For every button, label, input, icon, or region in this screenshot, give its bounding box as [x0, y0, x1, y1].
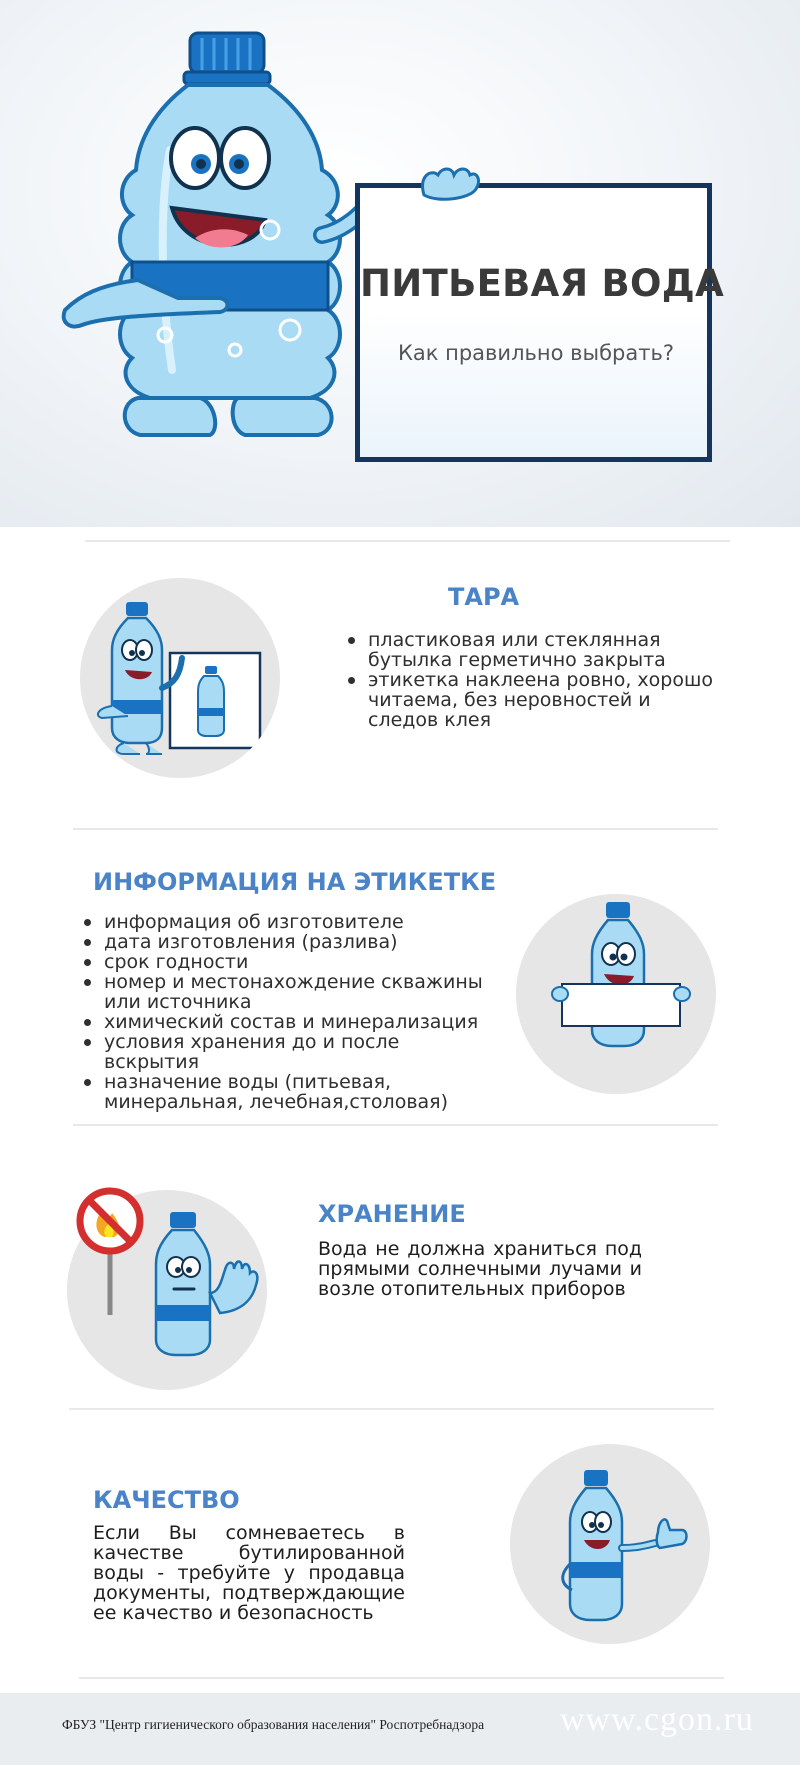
label-info-list [80, 912, 500, 1112]
label-info-illustration [516, 894, 716, 1094]
title-board [355, 183, 724, 462]
quality-illustration [510, 1444, 710, 1644]
water-bottle-mascot-illustration [60, 30, 380, 470]
section-heading-storage: ХРАНЕНИЕ [318, 1200, 466, 1228]
storage-text: Вода не должна храниться под прямыми солнечными лучами и возле отопительных приборов [318, 1238, 642, 1300]
section-divider [73, 828, 718, 830]
section-divider [69, 1408, 714, 1410]
list-item: этикетка наклеена ровно, хорошо читаема, без неровностей и следов клея [344, 670, 724, 730]
hero-banner [0, 0, 800, 527]
section-divider [73, 1124, 718, 1126]
list-item: срок годности [80, 952, 500, 972]
list-item: условия хранения до и после вскрытия [80, 1032, 500, 1072]
section-divider [85, 540, 730, 542]
section-heading-quality: КАЧЕСТВО [93, 1486, 240, 1514]
tara-illustration [80, 578, 280, 778]
section-heading-tara: ТАРА [448, 583, 520, 611]
list-item: информация об изготовителе [80, 912, 500, 932]
section-divider [79, 1677, 724, 1679]
list-item: номер и местонахождение скважины или источника [80, 972, 500, 1012]
list-item: химический состав и минерализация [80, 1012, 500, 1032]
hand-icon [418, 165, 482, 205]
list-item: пластиковая или стеклянная бутылка герметично закрыта [344, 630, 724, 670]
storage-mascot-illustration [70, 1185, 270, 1360]
section-heading-label-info: ИНФОРМАЦИЯ НА ЭТИКЕТКЕ [93, 868, 497, 896]
list-item: дата изготовления (разлива) [80, 932, 500, 952]
page-title: ПИТЬЕВАЯ ВОДА [360, 262, 724, 305]
page-subtitle: Как правильно выбрать? [397, 341, 674, 365]
footer-website-watermark: www.cgon.ru [560, 1701, 754, 1738]
tara-list [344, 630, 724, 730]
footer-organization: ФБУЗ "Центр гигиенического образования населения" Роспотребнадзора [62, 1717, 485, 1732]
quality-text: Если Вы сомневаетесь в качестве бутилированной воды - требуйте у продавца документы, подтверждающие ее качество и безопасность [93, 1522, 405, 1624]
list-item: назначение воды (питьевая, минеральная, лечебная,столовая) [80, 1072, 500, 1112]
